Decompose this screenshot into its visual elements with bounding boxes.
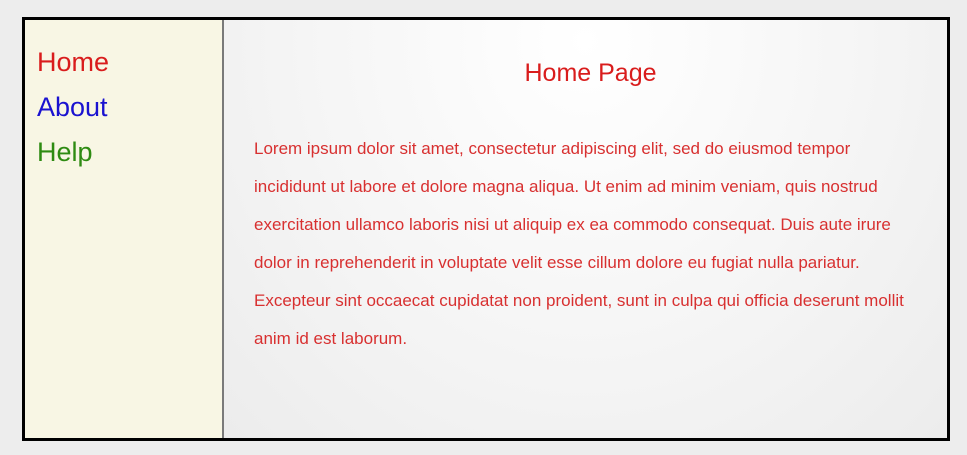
page-title: Home Page xyxy=(524,59,657,87)
sidebar-nav xyxy=(25,20,224,438)
body-paragraph: Lorem ipsum dolor sit amet, consectetur adipiscing elit, sed do eiusmod tempor incididunt ut labore et dolore magna aliqua. Ut enim ad minim veniam, quis nostrud exercitation ullamco laboris nisi ut aliquip ex ea commodo consequat. Duis aute irure dolor in reprehenderit in voluptate velit esse cillum dolore eu fugiat nulla pariatur. Excepteur sint occaecat cupidatat non proident, sunt in culpa qui officia deserunt mollit anim id est laborum. xyxy=(254,139,904,348)
sidebar-item-help[interactable]: Help xyxy=(37,137,93,167)
main-content xyxy=(224,20,947,438)
sidebar-item-home[interactable]: Home xyxy=(37,47,110,77)
sidebar-item-about[interactable]: About xyxy=(37,92,108,122)
page-frame xyxy=(22,17,950,441)
